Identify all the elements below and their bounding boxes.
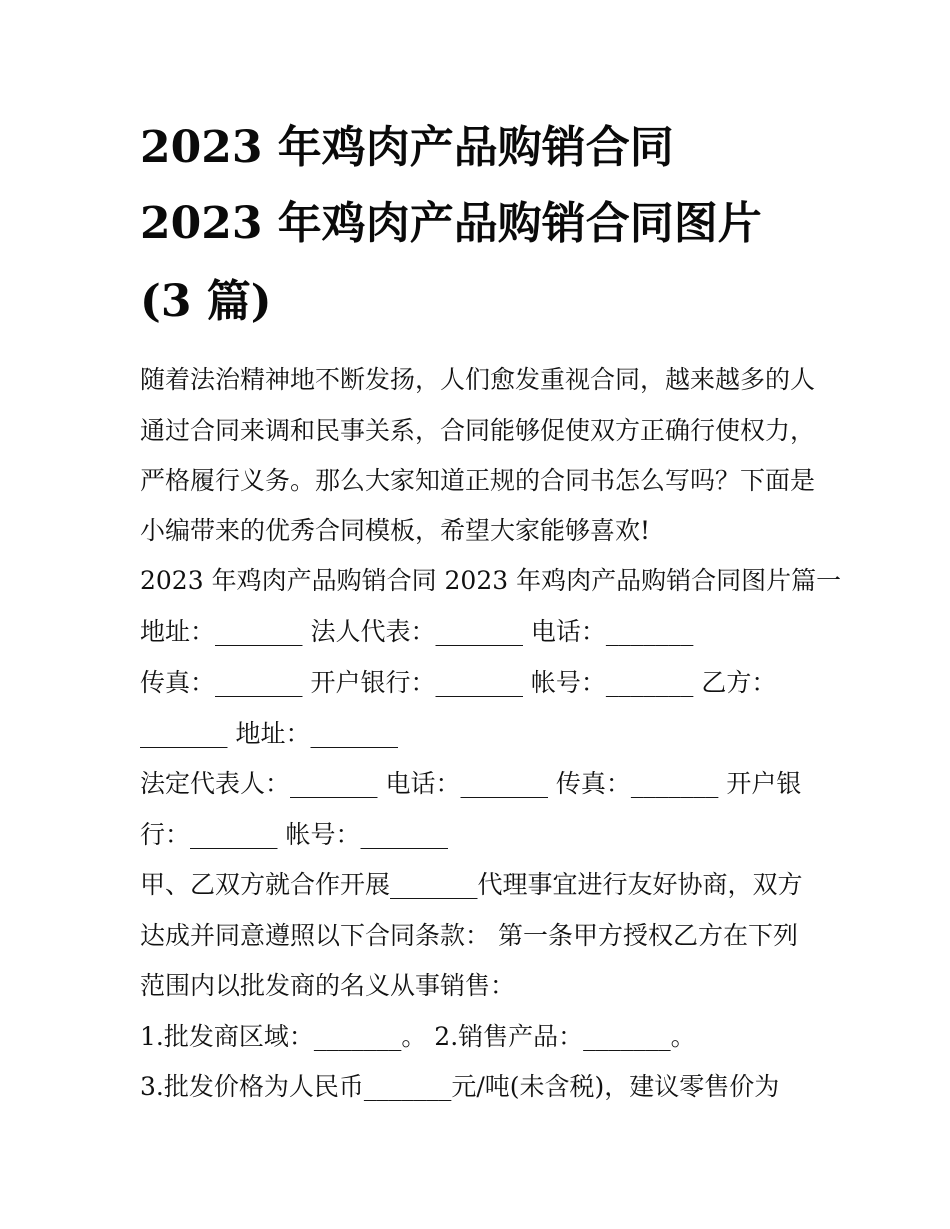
clause-line-2: 3.批发价格为人民币_______元/吨(未含税)，建议零售价为 [140,1072,780,1101]
clause-line-1: 1.批发商区域：_______。 2.销售产品：_______。 [140,1022,696,1051]
party-b-info-line-2: 法定代表人：_______ 电话：_______ 传真：_______ 开户银 [140,769,802,798]
agreement-line-1: 甲、乙双方就合作开展_______代理事宜进行友好协商，双方 [140,870,803,899]
party-b-info-line-1: _______ 地址：_______ [140,719,398,748]
document-title-line-1: 2023 年鸡肉产品购销合同 [140,122,674,173]
party-a-info-line-1: 地址：_______ 法人代表：_______ 电话：_______ [140,617,694,646]
document-title-line-3: (3 篇) [140,276,272,327]
agreement-line-2: 达成并同意遵照以下合同条款： 第一条甲方授权乙方在下列 [140,921,798,950]
agreement-line-3: 范围内以批发商的名义从事销售： [140,971,516,1000]
intro-line-3: 严格履行义务。那么大家知道正规的合同书怎么写吗？下面是 [140,466,816,495]
section-heading-line: 2023 年鸡肉产品购销合同 2023 年鸡肉产品购销合同图片篇一 [140,566,842,595]
intro-line-2: 通过合同来调和民事关系，合同能够促使双方正确行使权力， [140,416,816,445]
document-title-line-2: 2023 年鸡肉产品购销合同图片 [140,198,762,249]
party-a-info-line-2: 传真：_______ 开户银行：_______ 帐号：_______ 乙方： [140,668,777,697]
intro-line-4: 小编带来的优秀合同模板，希望大家能够喜欢! [140,516,651,545]
intro-line-1: 随着法治精神地不断发扬，人们愈发重视合同，越来越多的人 [140,365,816,394]
party-b-info-line-3: 行：_______ 帐号：_______ [140,820,448,849]
